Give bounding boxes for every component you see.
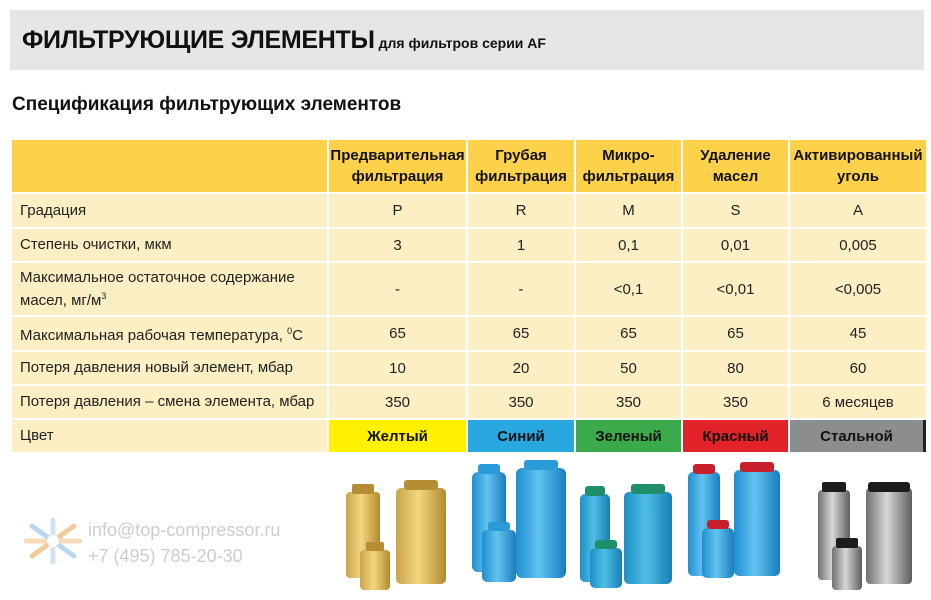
table-cell: 80 xyxy=(681,352,788,386)
table-cell: 0,005 xyxy=(788,229,926,263)
table-cell: 50 xyxy=(574,352,681,386)
table-cell: 65 xyxy=(327,317,466,352)
table-cell: 6 месяцев xyxy=(788,386,926,420)
table-cell: P xyxy=(327,194,466,229)
table-cell: 0,1 xyxy=(574,229,681,263)
table-row xyxy=(12,194,926,229)
column-header-prefiltration: Предварительная фильтрация xyxy=(327,140,466,194)
table-header-row xyxy=(12,140,926,194)
table-cell: 65 xyxy=(574,317,681,352)
color-swatch-blue: Синий xyxy=(466,420,574,452)
row-label: Максимальное остаточное содержание масел, $мг/м^3$ xyxy=(12,263,327,317)
table-cell: 350 xyxy=(574,386,681,420)
table-cell: - xyxy=(466,263,574,317)
table-cell: 0,01 xyxy=(681,229,788,263)
row-label: Степень очистки, мкм xyxy=(12,229,327,263)
color-swatch-steel: Стальной xyxy=(788,420,926,452)
row-label: Максимальная рабочая температура, $^0$С xyxy=(12,317,327,352)
row-label: Цвет xyxy=(12,420,327,452)
table-cell: 350 xyxy=(327,386,466,420)
page-subtitle: для фильтров серии AF xyxy=(378,35,546,51)
blue-filter-elements xyxy=(468,454,570,600)
table-cell: 65 xyxy=(466,317,574,352)
table-header-corner xyxy=(12,140,327,194)
table-row-color xyxy=(12,420,926,452)
table-cell: A xyxy=(788,194,926,229)
table-row xyxy=(12,317,926,352)
table-cell: M xyxy=(574,194,681,229)
color-swatch-yellow: Желтый xyxy=(327,420,466,452)
table-cell: 10 xyxy=(327,352,466,386)
contact-phone: +7 (495) 785-20-30 xyxy=(88,546,243,566)
table-cell: 350 xyxy=(681,386,788,420)
table-row xyxy=(12,352,926,386)
table-row xyxy=(12,229,926,263)
table-row xyxy=(12,263,926,317)
table-cell: 60 xyxy=(788,352,926,386)
table-cell: <0,005 xyxy=(788,263,926,317)
page-title xyxy=(22,26,546,55)
table-cell: <0,1 xyxy=(574,263,681,317)
yellow-filter-elements xyxy=(338,454,460,600)
page-title-text: ФИЛЬТРУЮЩИЕ ЭЛЕМЕНТЫ xyxy=(22,26,375,54)
column-header-oil-removal: Удаление масел xyxy=(681,140,788,194)
column-header-micro: Микро- фильтрация xyxy=(574,140,681,194)
contact-email[interactable]: info@top-compressor.ru xyxy=(88,520,281,540)
green-filter-elements xyxy=(576,454,678,600)
column-header-coarse: Грубая фильтрация xyxy=(466,140,574,194)
table-cell: <0,01 xyxy=(681,263,788,317)
table-cell: 20 xyxy=(466,352,574,386)
table-cell: R xyxy=(466,194,574,229)
table-cell: 1 xyxy=(466,229,574,263)
table-row xyxy=(12,386,926,420)
row-label: Потеря давления – смена элемента, мбар xyxy=(12,386,327,420)
column-header-activated-carbon: Активированный уголь xyxy=(788,140,926,194)
spec-table xyxy=(12,140,926,452)
row-label: Потеря давления новый элемент, мбар xyxy=(12,352,327,386)
color-swatch-green: Зеленый xyxy=(574,420,681,452)
row-label: Градация xyxy=(12,194,327,229)
table-cell: 3 xyxy=(327,229,466,263)
snowflake-logo-icon xyxy=(24,516,82,564)
table-cell: - xyxy=(327,263,466,317)
steel-filter-elements xyxy=(808,454,920,600)
section-heading: Спецификация фильтрующих элементов xyxy=(12,94,402,115)
table-cell: 350 xyxy=(466,386,574,420)
table-cell: S xyxy=(681,194,788,229)
table-cell: 45 xyxy=(788,317,926,352)
table-cell: 65 xyxy=(681,317,788,352)
color-swatch-red: Красный xyxy=(681,420,788,452)
red-filter-elements xyxy=(684,454,786,600)
